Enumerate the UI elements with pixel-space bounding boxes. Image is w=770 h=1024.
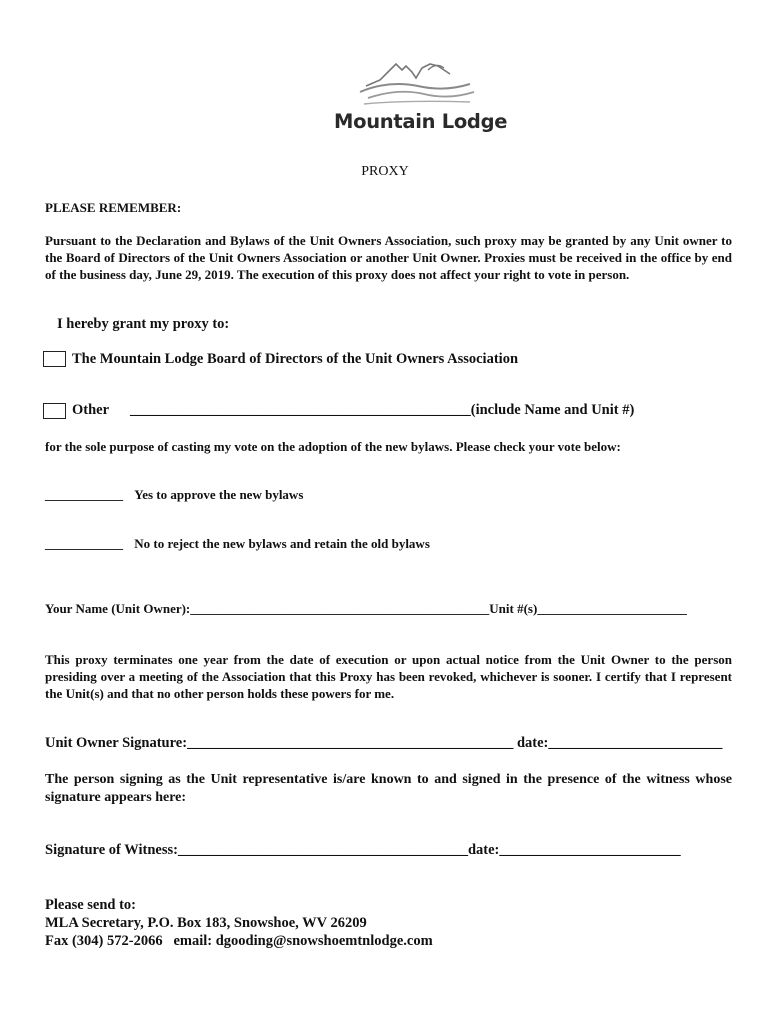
other-name-row: [130, 402, 634, 419]
witness-date-line[interactable]: _________________________: [499, 842, 681, 858]
send-to-block: [45, 896, 433, 950]
witness-statement: The person signing as the Unit representative is/are known to and signed in the presence of the witness whose signature appears here:: [45, 772, 732, 805]
witness-line[interactable]: ________________________________________: [177, 842, 468, 858]
unit-label: Unit #(s): [489, 601, 538, 616]
mountain-logo-icon: [358, 56, 476, 108]
owner-row: [45, 601, 687, 617]
terms-paragraph: This proxy terminates one year from the date of execution or upon actual notice from the Unit Owner to the person presiding over a meeting of the Association that this Proxy has been revoked, whichever is sooner. I certify that I represent the Unit(s) and that no other person holds these powers for me.: [45, 652, 732, 701]
yes-vote-label: Yes to approve the new bylaws: [134, 487, 304, 502]
send-to-heading: Please send to:: [45, 897, 137, 913]
owner-name-label: Your Name (Unit Owner):: [45, 601, 191, 616]
unit-line[interactable]: _______________________: [537, 601, 687, 616]
yes-vote-blank[interactable]: ____________: [45, 487, 123, 502]
other-option-label: Other: [72, 402, 110, 418]
owner-name-line[interactable]: ______________________________________________: [190, 601, 490, 616]
brand-name: Mountain Lodge: [334, 110, 508, 133]
other-checkbox[interactable]: [43, 403, 66, 419]
no-vote-blank[interactable]: ____________: [45, 536, 123, 551]
send-to-address: MLA Secretary, P.O. Box 183, Snowshoe, WV 26209: [45, 915, 367, 931]
witness-row: [45, 842, 681, 859]
signature-date-label: date:: [513, 735, 549, 751]
signature-date-line[interactable]: ________________________: [548, 735, 723, 751]
reminder-paragraph: Pursuant to the Declaration and Bylaws of the Unit Owners Association, such proxy may be granted by any Unit owner to the Board of Directors of the Unit Owners Association or another Unit Owner. Proxies must be received in the office by end of the business day, June 29, 2019. The execution of this proxy does not affect your right to vote in person.: [45, 233, 732, 282]
signature-row: [45, 735, 722, 752]
reminder-heading: PLEASE REMEMBER:: [45, 200, 182, 215]
board-option-label: The Mountain Lodge Board of Directors of the Unit Owners Association: [72, 351, 519, 367]
yes-vote-row: [45, 487, 303, 503]
board-checkbox[interactable]: [43, 351, 66, 367]
other-suffix: (include Name and Unit #): [470, 402, 635, 418]
signature-line[interactable]: _____________________________________________: [187, 735, 514, 751]
witness-date-label: date:: [467, 842, 500, 858]
no-vote-label: No to reject the new bylaws and retain the old bylaws: [134, 536, 430, 551]
purpose-text: for the sole purpose of casting my vote on the adoption of the new bylaws. Please check your vote below:: [45, 439, 621, 454]
other-name-line[interactable]: _______________________________________________: [130, 402, 471, 418]
send-to-contact: Fax (304) 572-2066 email: dgooding@snowshoemtnlodge.com: [45, 933, 433, 949]
witness-label: Signature of Witness:: [45, 842, 178, 858]
no-vote-row: [45, 536, 430, 552]
grant-label: I hereby grant my proxy to:: [57, 316, 230, 332]
document-title: PROXY: [361, 164, 409, 179]
signature-label: Unit Owner Signature:: [45, 735, 188, 751]
